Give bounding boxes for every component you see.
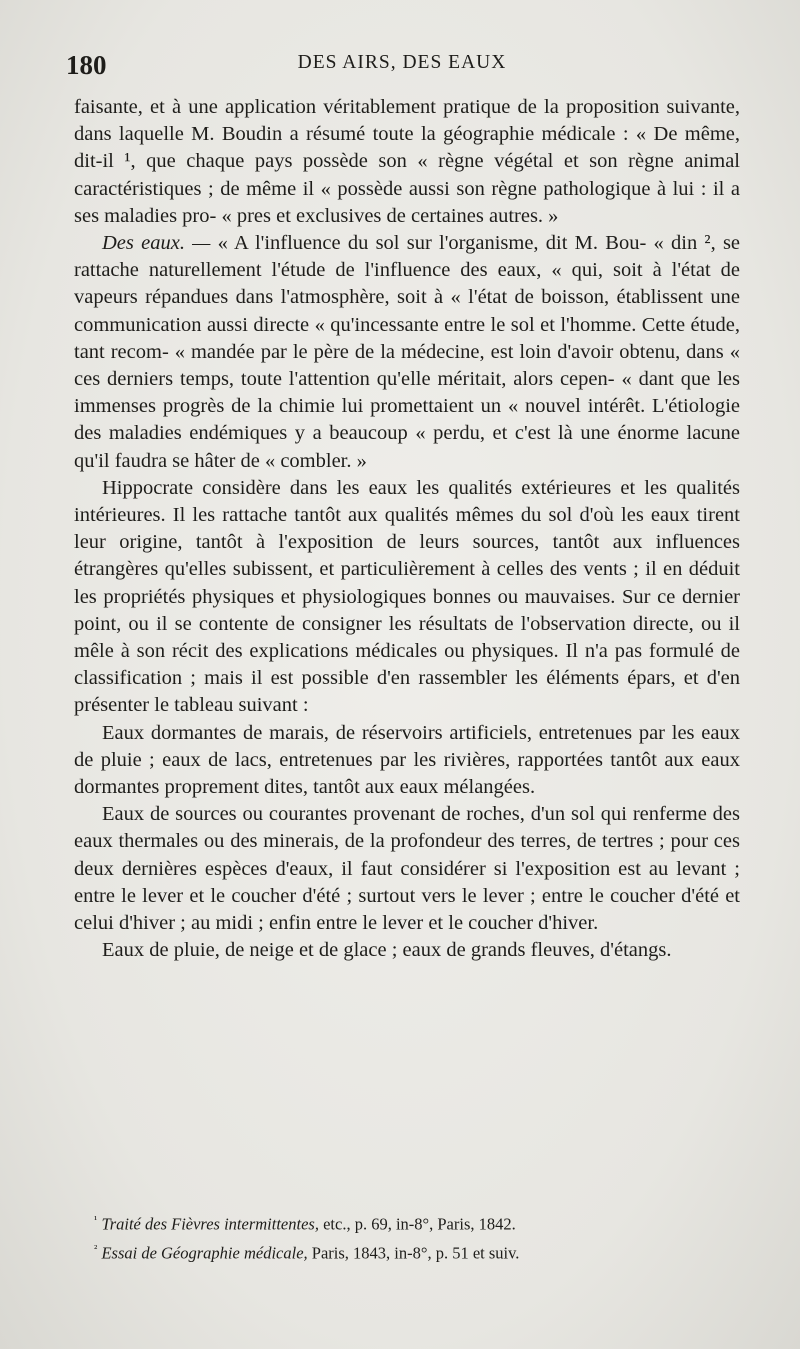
paragraph: Eaux de sources ou courantes provenant de roches, d'un sol qui renferme des eaux thermales ou des minerais, de la profondeur des terres, de tertres ; pour ces deux dernières espèces d'eaux, il faut considérer si l'exposition est au levant ; entre le lever et le coucher d'été ; surtout vers le lever ; entre le coucher d'été et celui d'hiver ; au midi ; enfin entre le lever et le coucher d'hiver. bbox=[74, 803, 740, 935]
running-title: DES AIRS, DES EAUX bbox=[297, 52, 507, 73]
page-number: 180 bbox=[66, 50, 107, 80]
footnote-title: Essai de Géographie médicale, bbox=[101, 1243, 308, 1262]
paragraph: faisante, et à une application véritablement pratique de la proposition suivante, dans laquelle M. Boudin a résumé toute la géographie médicale : « De même, dit-il ¹, que chaque pays possède son « règne végétal et son règne animal caractéristiques ; de même il « possède aussi son règne pathologique à lui : il a ses maladies pro- « pres et exclusives de certaines autres. » bbox=[74, 96, 740, 227]
footnote-mark: ² bbox=[94, 1242, 98, 1255]
paragraph: Eaux dormantes de marais, de réservoirs artificiels, entretenues par les eaux de pluie ; eaux de lacs, entretenues par les rivières, rapportées tantôt aux eaux dormantes proprement dites, tantôt aux eaux mélangées. bbox=[74, 721, 740, 799]
footnote-text: Paris, 1843, in-8°, p. 51 et suiv. bbox=[307, 1243, 520, 1262]
footnote bbox=[94, 1208, 734, 1237]
footnote-text: etc., p. 69, in-8°, Paris, 1842. bbox=[318, 1214, 516, 1234]
paragraph-des-eaux bbox=[74, 230, 740, 475]
footnote-mark: ¹ bbox=[94, 1214, 98, 1226]
paragraph: Eaux de pluie, de neige et de glace ; eaux de grands fleuves, d'étangs. bbox=[102, 939, 672, 962]
paragraph-text: « A l'influence du sol sur l'organisme, dit M. Bou- « din ², se rattache naturellement l'étude de l'influence des eaux, « qui, soit à l'état de vapeurs répandues dans l'atmosphère, soit à « l'état de boisson, établissent une communication aussi directe « qu'incessante entre le sol et l'homme. Cette étude, tant recom- « mandée par le père de la médecine, est loin d'avoir obtenu, dans « ces derniers temps, toute l'attention qu'elle méritait, alors cepen- « dant que les immenses progrès de la chimie lui promettaient un « nouvel intérêt. L'étiologie des maladies endémiques y a beaucoup « perdu, et c'est là une énorme lacune qu'il faudra se hâter de « combler. » bbox=[74, 232, 741, 472]
footnote bbox=[94, 1237, 734, 1266]
page-header bbox=[66, 50, 738, 84]
footnotes bbox=[94, 1208, 734, 1265]
body-text bbox=[74, 94, 740, 965]
footnote-title: Traité des Fièvres intermittentes, bbox=[101, 1214, 319, 1234]
paragraph: Hippocrate considère dans les eaux les qualités extérieures et les qualités intérieures. Il les rattache tantôt aux qualités mêmes du sol d'où les eaux tirent leur origine, tantôt à l'exposition de leurs sources, tantôt aux influences étrangères qu'elles subissent, et particulièrement à celles des vents ; il en déduit les propriétés physiques et physiologiques bonnes ou mauvaises. Sur ce dernier point, ou il se contente de consigner les résultats de l'observation directe, ou il mêle à son récit des explications médicales ou physiques. Il n'a pas formulé de classification ; mais il est possible d'en rassembler les éléments épars, et d'en présenter le tableau suivant : bbox=[74, 476, 740, 717]
section-subheading: Des eaux. — bbox=[102, 232, 211, 255]
